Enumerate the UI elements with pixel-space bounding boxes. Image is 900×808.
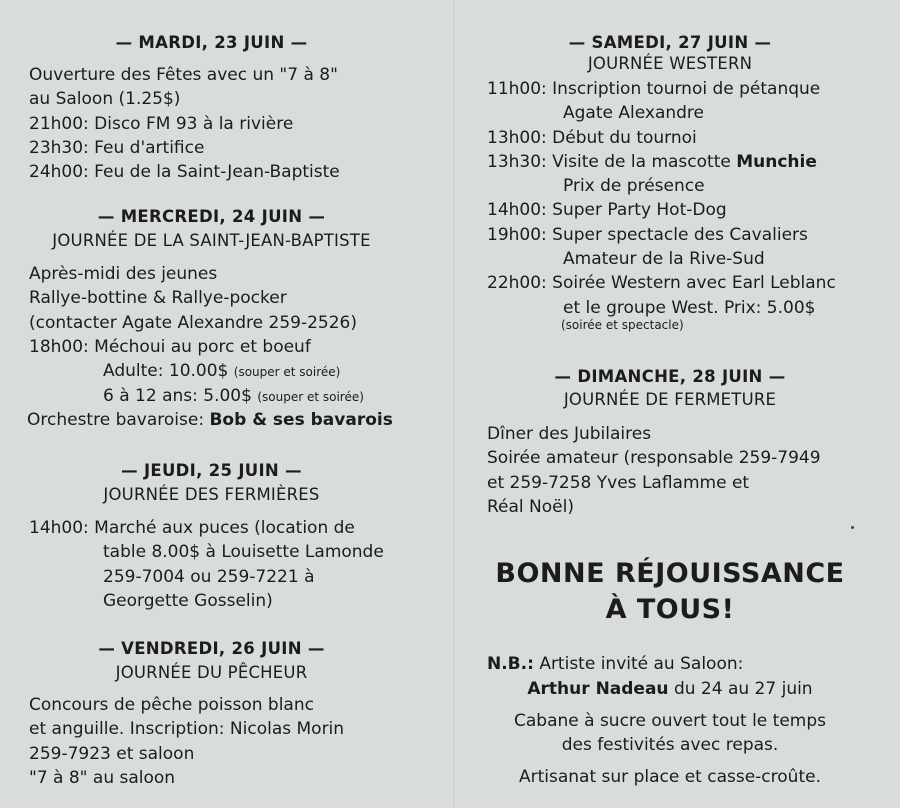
nb-line <box>487 652 743 676</box>
samedi-line: 14h00: Super Party Hot-Dog <box>487 200 727 221</box>
cabane-line: Cabane à sucre ouvert tout le temps <box>514 711 826 731</box>
mercredi-orchestre <box>27 408 393 432</box>
samedi-mascotte: 13h30: Visite de la mascotte <box>487 151 731 172</box>
mardi-line: au Saloon (1.25$) <box>29 89 181 110</box>
vendredi-line: "7 à 8" au saloon <box>29 767 176 788</box>
mardi-heading: — MARDI, 23 JUIN — <box>115 33 308 52</box>
samedi-block <box>487 77 836 320</box>
vendredi-heading: — VENDREDI, 26 JUIN — <box>98 639 325 658</box>
nb-text: Artiste invité au Saloon: <box>539 654 744 674</box>
orchestre-name: Bob & ses bavarois <box>209 410 393 430</box>
artist-name: Arthur Nadeau <box>527 679 669 699</box>
dimanche-block <box>487 422 821 519</box>
cabane-block <box>470 709 870 758</box>
dimanche-heading: — DIMANCHE, 28 JUIN — <box>554 367 786 386</box>
dimanche-subtitle: JOURNÉE DE FERMETURE <box>563 390 777 409</box>
closing-line: BONNE RÉJOUISSANCE <box>495 558 845 589</box>
jeudi-subtitle: JOURNÉE DES FERMIÈRES <box>103 485 320 504</box>
vendredi-block <box>29 693 344 790</box>
samedi-line: 13h00: Début du tournoi <box>487 127 697 148</box>
dimanche-line: Réal Noël) <box>487 496 574 517</box>
orchestre-label: Orchestre bavaroise: <box>27 410 205 430</box>
samedi-line <box>487 150 836 174</box>
closing-message <box>470 556 870 628</box>
mercredi-enfants <box>29 384 364 409</box>
artist-dates: du 24 au 27 juin <box>673 679 813 699</box>
mercredi-line: (contacter Agate Alexandre 259-2526) <box>29 312 357 333</box>
enfants-note: (souper et soirée) <box>257 390 364 405</box>
mascotte-name: Munchie <box>736 151 817 172</box>
samedi-note: (soirée et spectacle) <box>561 318 684 332</box>
enfants-price: 6 à 12 ans: 5.00$ <box>103 386 252 407</box>
page-fold <box>453 0 455 808</box>
dimanche-line: Dîner des Jubilaires <box>487 424 652 444</box>
mercredi-heading: — MERCREDI, 24 JUIN — <box>97 207 326 226</box>
jeudi-block <box>29 516 384 613</box>
vendredi-subtitle: JOURNÉE DU PÊCHEUR <box>115 663 308 682</box>
vendredi-line: 259-7923 et saloon <box>29 743 195 764</box>
jeudi-line: table 8.00$ à Louisette Lamonde <box>103 542 384 563</box>
mardi-line: Ouverture des Fêtes avec un "7 à 8" <box>29 65 338 85</box>
dimanche-line: Soirée amateur (responsable 259-7949 <box>487 448 821 469</box>
paper-speck <box>851 526 854 529</box>
samedi-line: 22h00: Soirée Western avec Earl Leblanc <box>487 273 836 294</box>
samedi-subtitle: JOURNÉE WESTERN <box>587 54 753 73</box>
adulte-price: Adulte: 10.00$ <box>103 361 229 382</box>
mardi-block <box>29 63 340 184</box>
nb-label: N.B.: <box>487 654 534 674</box>
closing-line: À TOUS! <box>605 594 735 625</box>
adulte-note: (souper et soirée) <box>233 365 341 380</box>
mardi-line: 24h00: Feu de la Saint-Jean-Baptiste <box>29 162 340 183</box>
cabane-line: des festivités avec repas. <box>561 735 779 756</box>
samedi-line: Amateur de la Rive-Sud <box>563 249 765 270</box>
nb-artist-line <box>470 677 870 701</box>
mercredi-block <box>29 262 364 410</box>
vendredi-line: Concours de pêche poisson blanc <box>29 695 314 715</box>
mardi-line: 21h00: Disco FM 93 à la rivière <box>29 113 294 134</box>
mardi-line: 23h30: Feu d'artifice <box>29 137 205 158</box>
samedi-line: 19h00: Super spectacle des Cavaliers <box>487 224 808 245</box>
mercredi-adulte <box>29 359 364 384</box>
vendredi-line: et anguille. Inscription: Nicolas Morin <box>29 719 345 740</box>
mercredi-line: Après-midi des jeunes <box>29 264 218 284</box>
jeudi-line: Georgette Gosselin) <box>103 590 273 611</box>
jeudi-heading: — JEUDI, 25 JUIN — <box>121 461 302 480</box>
samedi-line: et le groupe West. Prix: 5.00$ <box>563 297 816 318</box>
samedi-heading: — SAMEDI, 27 JUIN — <box>568 33 772 52</box>
samedi-line: 11h00: Inscription tournoi de pétanque <box>487 79 821 99</box>
mercredi-subtitle: JOURNÉE DE LA SAINT-JEAN-BAPTISTE <box>52 231 371 250</box>
samedi-line: Prix de présence <box>563 176 705 197</box>
samedi-line: Agate Alexandre <box>563 103 704 124</box>
jeudi-line: 259-7004 ou 259-7221 à <box>103 566 315 587</box>
dimanche-line: et 259-7258 Yves Laflamme et <box>487 472 750 493</box>
artisanat-line: Artisanat sur place et casse-croûte. <box>519 767 821 787</box>
jeudi-line: 14h00: Marché aux puces (location de <box>29 518 355 538</box>
mercredi-line: Rallye-bottine & Rallye-pocker <box>29 288 287 309</box>
mercredi-line: 18h00: Méchoui au porc et boeuf <box>29 336 311 357</box>
